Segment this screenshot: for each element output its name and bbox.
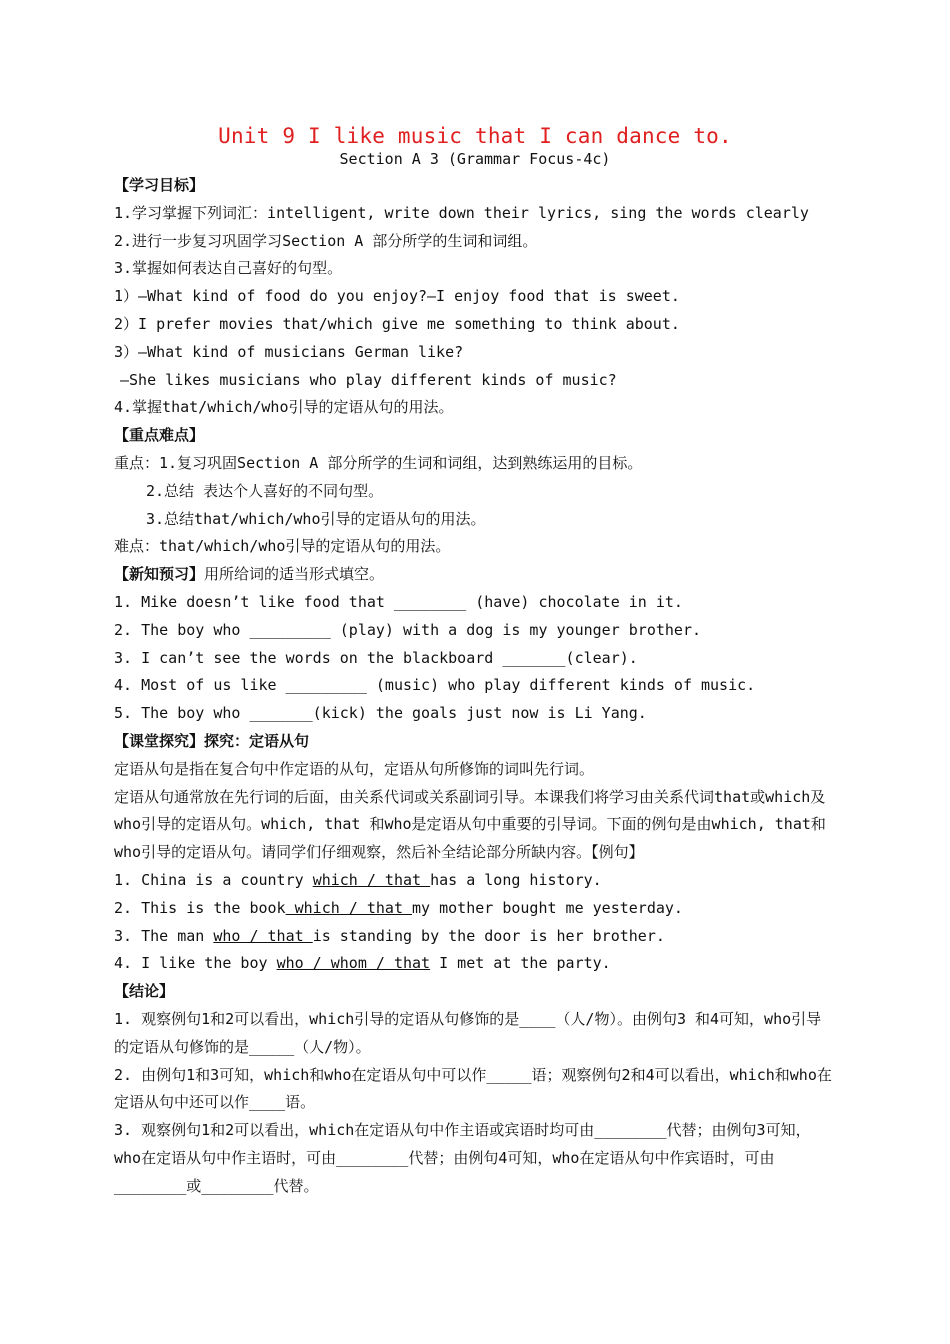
example-sentence	[114, 923, 836, 951]
example-sentence	[114, 950, 836, 978]
conclusion-item: 2. 由例句1和3可知，which和who在定语从句中可以作_____语；观察例句2和4可以看出，which和who在定语从句中还可以作____语。	[114, 1065, 832, 1112]
keypoints-heading: 【重点难点】	[114, 426, 205, 445]
page-title: Unit 9 I like music that I can dance to.	[218, 124, 732, 148]
example-relative-pronoun: which / that	[312, 870, 431, 889]
preview-item: 2. The boy who _________ (play) with a dog is my younger brother.	[114, 620, 701, 639]
explore-paragraph: 定语从句是指在复合句中作定语的从句，定语从句所修饰的词叫先行词。	[114, 759, 595, 778]
objective-item: 1）—What kind of food do you enjoy?—I enjoy food that is sweet.	[114, 287, 680, 306]
objective-item: 2.进行一步复习巩固学习Section A 部分所学的生词和词组。	[114, 231, 538, 250]
keypoint-item: 3.总结that/which/who引导的定语从句的用法。	[146, 509, 486, 528]
example-relative-pronoun: who / whom / that	[276, 954, 431, 973]
conclusion-heading: 【结论】	[114, 982, 175, 1001]
preview-item: 3. I can’t see the words on the blackboard _______(clear).	[114, 648, 638, 667]
objective-item: 2）I prefer movies that/which give me something to think about.	[114, 314, 680, 333]
preview-item: 5. The boy who _______(kick) the goals just now is Li Yang.	[114, 704, 647, 723]
keypoint-item: 难点：that/which/who引导的定语从句的用法。	[114, 537, 451, 556]
preview-item: 4. Most of us like _________ (music) who play different kinds of music.	[114, 676, 756, 695]
example-text: has a long history.	[430, 870, 602, 889]
example-text: 2. This is the book	[114, 898, 286, 917]
conclusion-item: 1. 观察例句1和2可以看出，which引导的定语从句修饰的是____（人/物）。由例句3 和4可知，who引导的定语从句修饰的是_____（人/物）。	[114, 1009, 822, 1056]
explore-paragraph: 定语从句通常放在先行词的后面，由关系代词或关系副词引导。本课我们将学习由关系代词that或which及who引导的定语从句。which, that 和who是定语从句中重要的引导词。下面的例句是由which, that和who引导的定语从句。请同学们仔细观察，然后补全结论部分所缺内容。【例句】	[114, 787, 826, 862]
explore-heading: 【课堂探究】探究：定语从句	[114, 731, 310, 750]
preview-line	[114, 561, 836, 589]
preview-instruction: 用所给词的适当形式填空。	[204, 565, 385, 584]
objective-item: —She likes musicians who play different kinds of music?	[120, 370, 617, 389]
example-text: 1. China is a country	[114, 870, 313, 889]
example-text: I met at the party.	[430, 954, 611, 973]
keypoint-item: 2.总结 表达个人喜好的不同句型。	[146, 481, 384, 500]
objective-item: 3.掌握如何表达自己喜好的句型。	[114, 259, 343, 278]
conclusion-item: 3. 观察例句1和2可以看出，which在定语从句中作主语或宾语时均可由________代替；由例句3可知，who在定语从句中作主语时，可由________代替；由例句4可知，who在定语从句中作宾语时，可由________或________代替。	[114, 1121, 811, 1195]
objective-item: 3）—What kind of musicians German like?	[114, 342, 464, 361]
objective-item: 4.掌握that/which/who引导的定语从句的用法。	[114, 398, 454, 417]
objectives-heading: 【学习目标】	[114, 176, 205, 194]
example-sentence	[114, 867, 836, 895]
example-relative-pronoun: who / that	[213, 926, 313, 945]
objective-item: 1.学习掌握下列词汇：intelligent, write down their lyrics, sing the words clearly	[114, 203, 809, 222]
example-text: my mother bought me yesterday.	[412, 898, 683, 917]
document-body	[114, 172, 836, 1200]
page-subtitle: Section A 3 (Grammar Focus-4c)	[339, 150, 611, 168]
example-text: 3. The man	[114, 926, 214, 945]
preview-heading: 【新知预习】	[114, 565, 205, 584]
example-sentence	[114, 895, 836, 923]
preview-item: 1. Mike doesn’t like food that ________ (have) chocolate in it.	[114, 592, 683, 611]
keypoint-item: 重点：1.复习巩固Section A 部分所学的生词和词组，达到熟练运用的目标。	[114, 453, 643, 472]
example-relative-pronoun: which / that	[285, 898, 413, 917]
example-text: is standing by the door is her brother.	[312, 926, 665, 945]
example-text: 4. I like the boy	[114, 954, 277, 973]
